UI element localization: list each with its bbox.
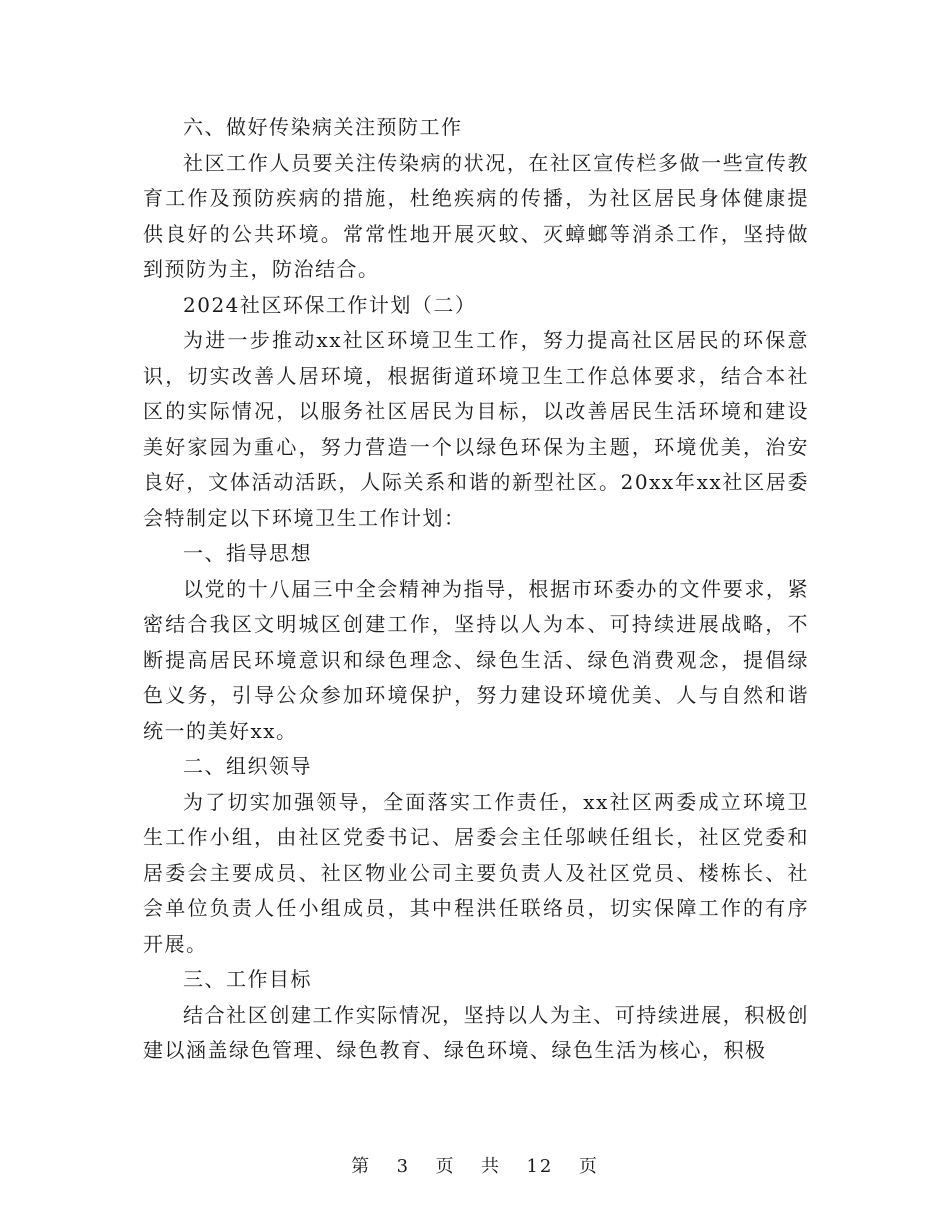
document-title-plan-two: 2024社区环保工作计划（二）: [183, 292, 477, 317]
footer-total-label: 共: [481, 1156, 501, 1177]
paragraph-organization: 为了切实加强领导，全面落实工作责任，xx社区两委成立环境卫生工作小组，由社区党委书记、居委会主任邬峡任组长，社区党委和居委会主要成员、社区物业公司主要负责人及社区党员、楼栋长、社会单位负责人任小组成员，其中程洪任联络员，切实保障工作的有序开展。: [143, 789, 809, 956]
footer-page-label: 页: [435, 1156, 456, 1177]
page-footer: [0, 1152, 950, 1178]
paragraph-guiding-ideology: 以党的十八届三中全会精神为指导，根据市环委办的文件要求，紧密结合我区文明城区创建工作，坚持以人为本、可持续进展战略，不断提高居民环境意识和绿色理念、绿色生活、绿色消费观念，提倡绿色义务，引导公众参加环境保护，努力建设环境优美、人与自然和谐统一的美好xx。: [143, 576, 809, 743]
footer-suffix: 页: [578, 1156, 599, 1177]
footer-page-number: 3: [396, 1156, 411, 1177]
paragraph-plan-intro: 为进一步推动xx社区环境卫生工作，努力提高社区居民的环保意识，切实改善人居环境，根据街道环境卫生工作总体要求，结合本社区的实际情况，以服务社区居民为目标，以改善居民生活环境和建设美好家园为重心，努力营造一个以绿色环保为主题，环境优美，治安良好，文体活动活跃，人际关系和谐的新型社区。20xx年xx社区居委会特制定以下环境卫生工作计划：: [143, 328, 809, 530]
footer-prefix: 第: [351, 1156, 372, 1177]
paragraph-work-goals: 结合社区创建工作实际情况，坚持以人为主、可持续进展，积极创建以涵盖绿色管理、绿色教育、绿色环境、绿色生活为核心，积极: [143, 1002, 809, 1062]
footer-total-pages: 12: [526, 1156, 554, 1177]
section-heading-infectious-disease: 六、做好传染病关注预防工作: [183, 115, 463, 139]
section-heading-guiding-ideology: 一、指导思想: [183, 541, 312, 565]
document-body: [143, 110, 809, 1069]
section-heading-work-goals: 三、工作目标: [183, 967, 312, 991]
section-heading-organization: 二、组织领导: [183, 754, 312, 778]
paragraph-disease-prevention: 社区工作人员要关注传染病的状况，在社区宣传栏多做一些宣传教育工作及预防疾病的措施，杜绝疾病的传播，为社区居民身体健康提供良好的公共环境。常常性地开展灭蚊、灭蟑螂等消杀工作，坚持做到预防为主，防治结合。: [143, 150, 809, 281]
